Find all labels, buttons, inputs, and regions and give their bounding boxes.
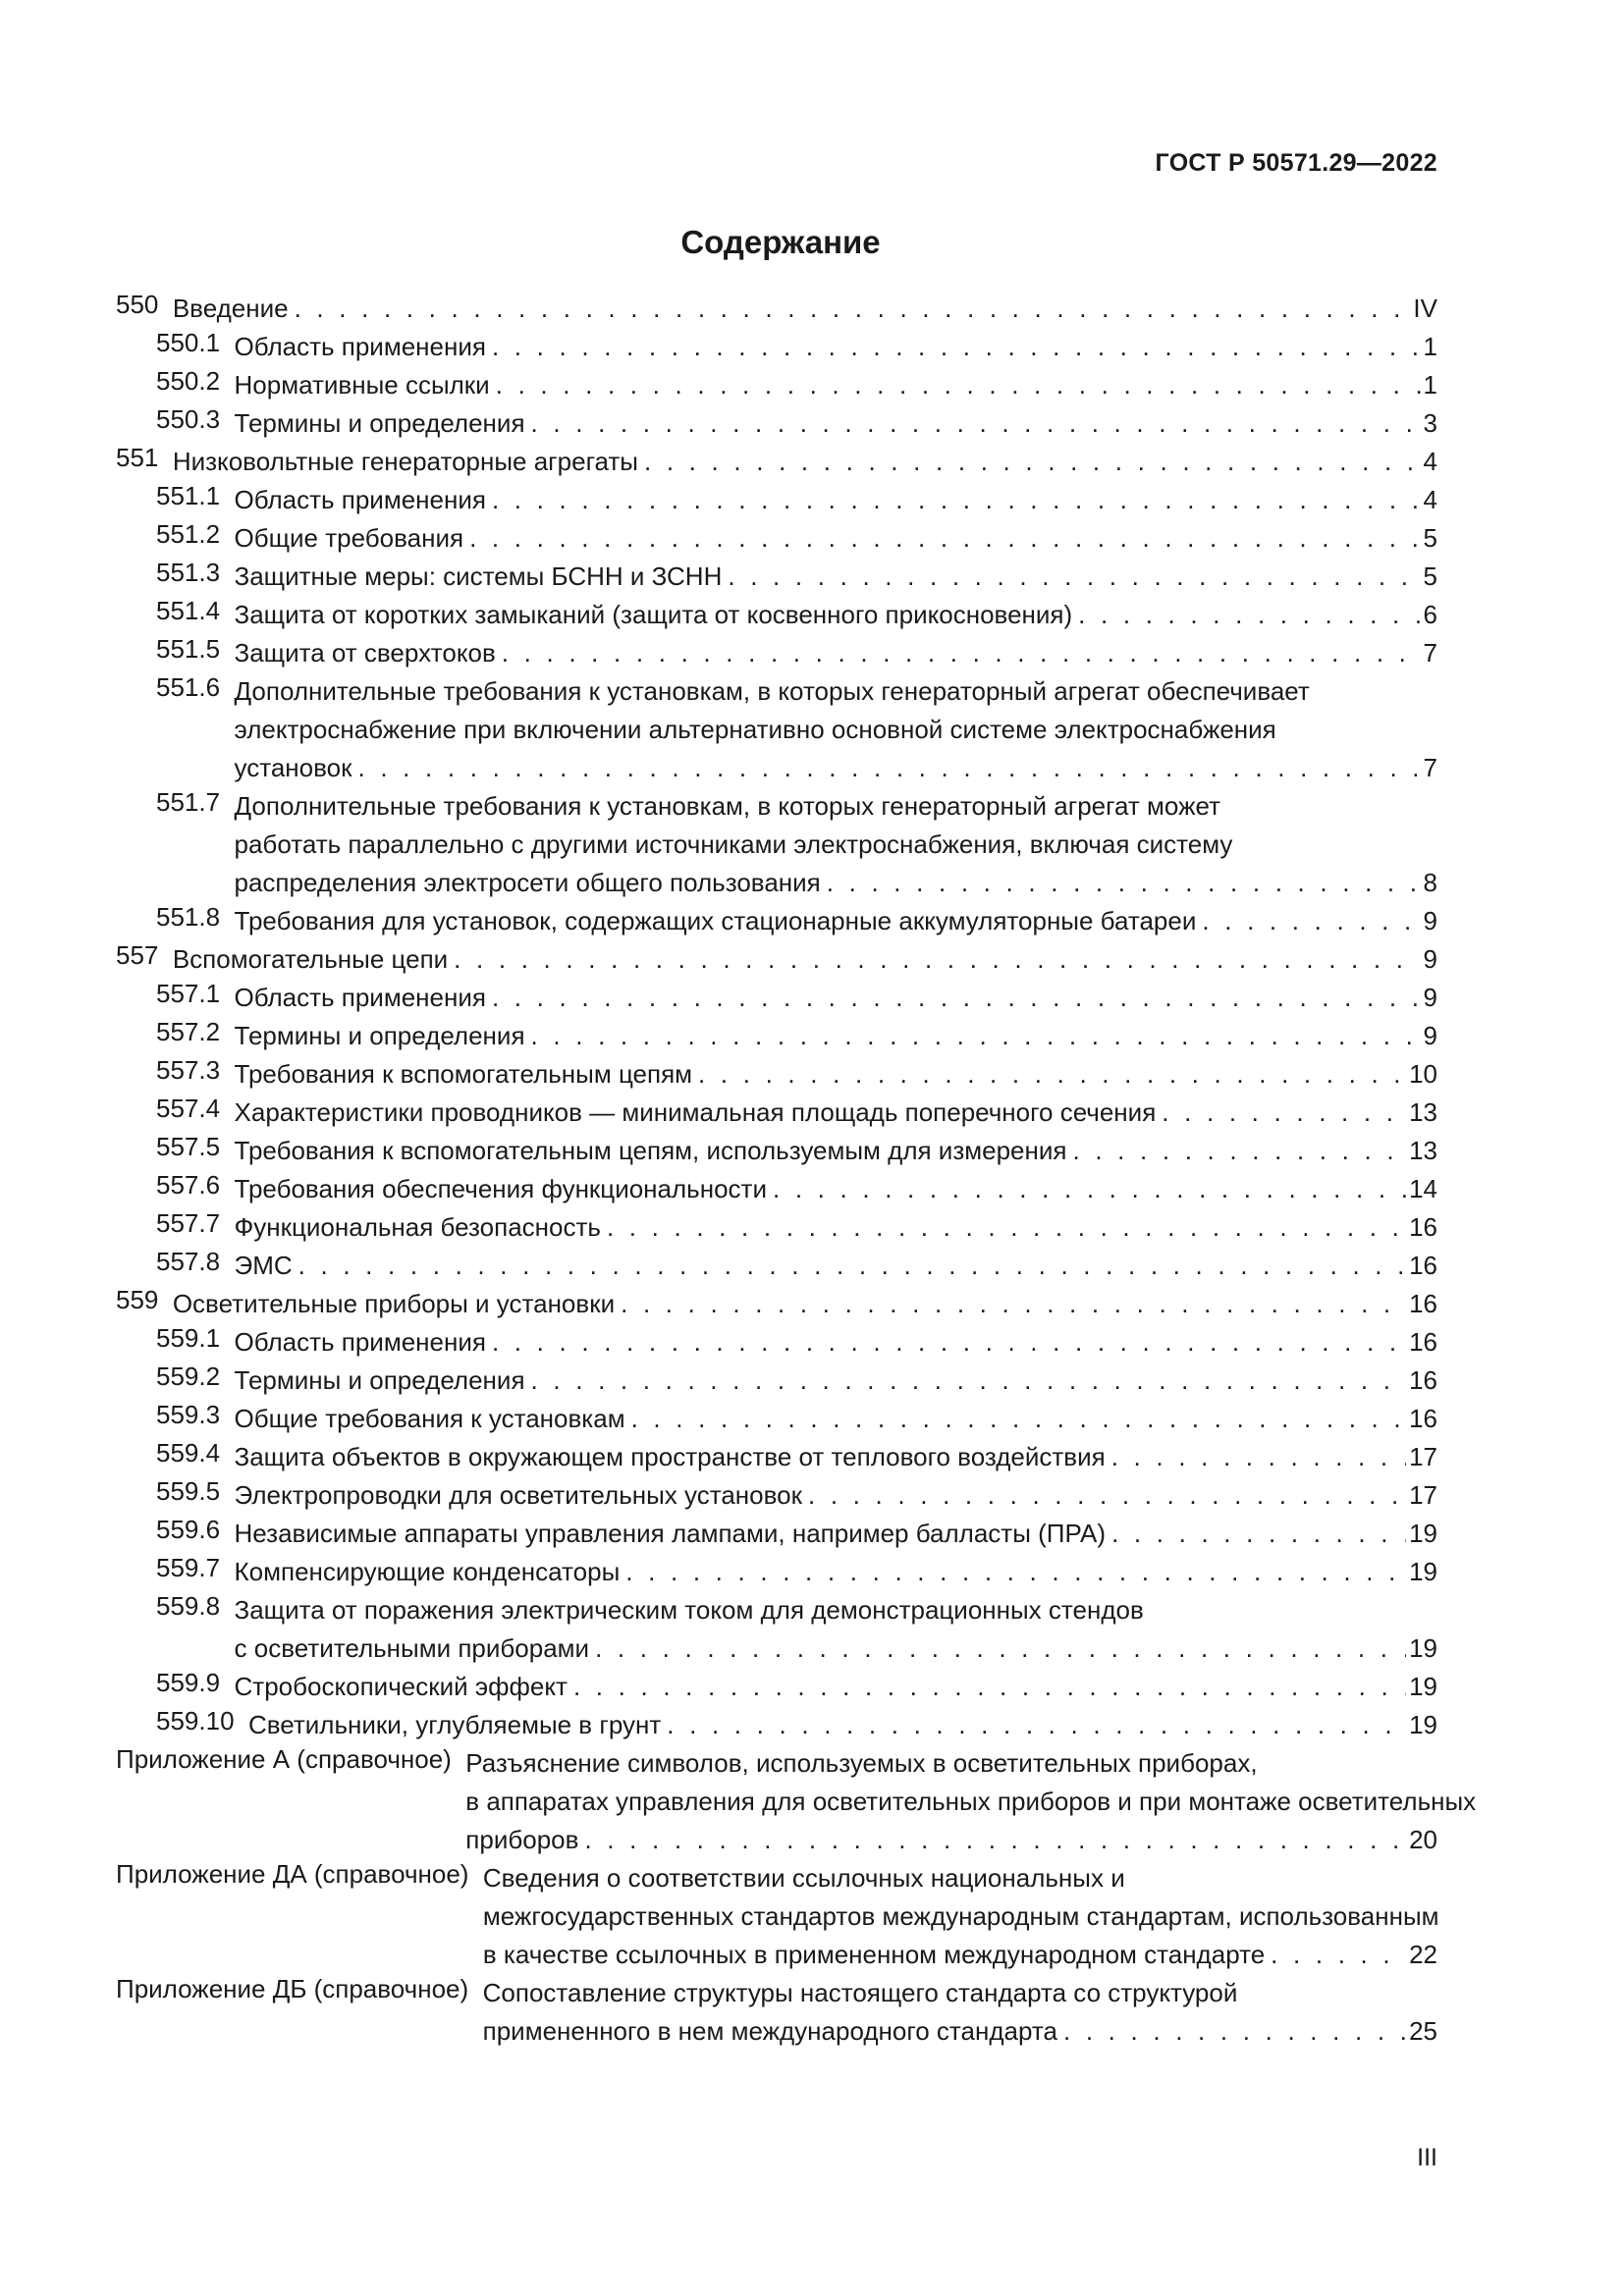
dot-leader — [1111, 1515, 1406, 1553]
dot-leader — [298, 1247, 1406, 1285]
toc-entry-title: в качестве ссылочных в примененном международном стандарте — [482, 1940, 1266, 1969]
toc-entry-number: 551.6 — [156, 672, 235, 702]
toc-entry-title: Область применения — [234, 332, 486, 361]
toc-entry-title: ЭМС — [234, 1251, 293, 1280]
toc-entry-title: электроснабжение при включении альтернативно основной системе электроснабжения — [234, 715, 1276, 744]
toc-entry[interactable] — [116, 1591, 1437, 1668]
dot-leader — [492, 979, 1421, 1017]
toc-entry-page: 19 — [1409, 1519, 1437, 1548]
toc-entry-title: примененного в нем международного стандарта — [482, 2016, 1057, 2046]
toc-entry-page: 17 — [1409, 1442, 1437, 1471]
dot-leader — [531, 1017, 1421, 1055]
dot-leader — [1202, 902, 1420, 940]
toc-entry[interactable] — [116, 672, 1437, 787]
table-of-contents — [116, 290, 1477, 2051]
dot-leader — [667, 1706, 1406, 1744]
toc-entry-title: Стробоскопический эффект — [234, 1672, 568, 1701]
toc-entry-title: Требования к вспомогательным цепям, используемым для измерения — [234, 1136, 1067, 1165]
toc-entry-number: 559.2 — [156, 1362, 235, 1391]
dot-leader — [625, 1553, 1406, 1591]
toc-entry-number: 551.7 — [156, 787, 235, 817]
toc-entry-title: межгосударственных стандартов международным стандартам, использованным — [482, 1901, 1439, 1931]
toc-entry-page: 7 — [1423, 638, 1437, 667]
toc-entry[interactable] — [116, 1974, 1437, 2051]
toc-entry-title: Термины и определения — [234, 1365, 525, 1395]
toc-entry-title: Общие требования — [234, 523, 464, 553]
toc-entry[interactable] — [116, 1476, 1437, 1515]
toc-entry-page: 16 — [1409, 1289, 1437, 1318]
dot-leader — [1078, 596, 1420, 634]
toc-entry-number: 550.2 — [156, 366, 235, 396]
toc-entry-title: приборов — [465, 1825, 579, 1854]
toc-entry-title: установок — [234, 753, 352, 782]
toc-entry[interactable] — [116, 1859, 1437, 1974]
toc-entry-number: 559.8 — [156, 1591, 235, 1621]
dot-leader — [1271, 1936, 1406, 1974]
toc-entry[interactable] — [116, 1668, 1437, 1706]
toc-entry-page: 16 — [1409, 1365, 1437, 1395]
toc-entry[interactable] — [116, 1170, 1437, 1208]
toc-entry-title: Вспомогательные цепи — [172, 944, 449, 974]
dot-leader — [496, 366, 1421, 404]
toc-entry[interactable] — [116, 1247, 1437, 1285]
toc-entry[interactable] — [116, 596, 1437, 634]
toc-entry-number: 551.1 — [156, 481, 235, 510]
toc-entry-number: 557 — [116, 940, 173, 970]
toc-entry-number: Приложение ДА (справочное) — [116, 1859, 483, 1889]
toc-entry-title: Защита от поражения электрическим током для демонстрационных стендов — [234, 1595, 1144, 1625]
toc-entry-page: 9 — [1423, 944, 1437, 974]
toc-entry-number: 559.5 — [156, 1476, 235, 1506]
toc-entry-number: Приложение А (справочное) — [116, 1744, 466, 1774]
toc-entry-page: 16 — [1409, 1212, 1437, 1242]
toc-entry-number: 550.3 — [156, 404, 235, 434]
toc-entry-page: 19 — [1409, 1633, 1437, 1663]
toc-entry[interactable] — [116, 404, 1437, 443]
toc-entry-title: Функциональная безопасность — [234, 1212, 601, 1242]
toc-entry[interactable] — [116, 1208, 1437, 1247]
toc-entry-title: Низковольтные генераторные агрегаты — [172, 447, 638, 476]
toc-entry-title: Требования обеспечения функциональности — [234, 1174, 767, 1203]
dot-leader — [584, 1821, 1406, 1859]
toc-entry[interactable] — [116, 1132, 1437, 1170]
toc-entry-title: работать параллельно с другими источниками электроснабжения, включая систему — [234, 829, 1233, 859]
toc-entry-number: 557.4 — [156, 1094, 235, 1123]
toc-entry-number: 550.1 — [156, 328, 235, 357]
toc-entry[interactable] — [116, 979, 1437, 1017]
toc-entry-page: 16 — [1409, 1404, 1437, 1433]
toc-entry-number: 559.1 — [156, 1323, 235, 1353]
dot-leader — [728, 558, 1420, 596]
toc-entry-page: 1 — [1423, 332, 1437, 361]
toc-entry-page: 14 — [1409, 1174, 1437, 1203]
dot-leader — [1162, 1094, 1406, 1132]
toc-entry[interactable] — [116, 558, 1437, 596]
toc-entry-title: Термины и определения — [234, 1021, 525, 1050]
toc-entry-page: IV — [1413, 294, 1437, 323]
toc-entry-number: 559 — [116, 1285, 173, 1314]
dot-leader — [595, 1629, 1406, 1668]
dot-leader — [531, 404, 1421, 443]
toc-entry-number: 557.6 — [156, 1170, 235, 1200]
toc-entry-number: 551.5 — [156, 634, 235, 664]
toc-entry[interactable] — [116, 1515, 1437, 1553]
dot-leader — [621, 1285, 1406, 1323]
toc-entry[interactable] — [116, 481, 1437, 519]
toc-entry-title: Область применения — [234, 1327, 486, 1357]
toc-entry-title: Разъяснение символов, используемых в осветительных приборах, — [465, 1748, 1258, 1778]
toc-entry-page: 6 — [1423, 600, 1437, 629]
toc-entry-number: 557.5 — [156, 1132, 235, 1161]
toc-entry-title: Введение — [172, 294, 289, 323]
toc-entry-title: Общие требования к установкам — [234, 1404, 625, 1433]
toc-entry-page: 5 — [1423, 561, 1437, 591]
toc-entry-page: 20 — [1409, 1825, 1437, 1854]
toc-entry[interactable] — [116, 328, 1437, 366]
toc-entry-page: 19 — [1409, 1557, 1437, 1586]
toc-entry-page: 1 — [1423, 370, 1437, 400]
toc-entry-page: 7 — [1423, 753, 1437, 782]
toc-entry-page: 17 — [1409, 1480, 1437, 1510]
dot-leader — [357, 749, 1420, 787]
toc-entry-page: 5 — [1423, 523, 1437, 553]
toc-entry-page: 22 — [1409, 1940, 1437, 1969]
toc-entry-title: Термины и определения — [234, 408, 525, 438]
toc-entry[interactable] — [116, 1362, 1437, 1400]
toc-entry[interactable] — [116, 1706, 1437, 1744]
toc-entry[interactable] — [116, 366, 1437, 404]
toc-entry-title: Требования для установок, содержащих стационарные аккумуляторные батареи — [234, 906, 1197, 935]
dot-leader — [644, 443, 1421, 481]
toc-entry-page: 4 — [1423, 485, 1437, 514]
toc-entry-page: 4 — [1423, 447, 1437, 476]
toc-entry-title: в аппаратах управления для осветительных приборов и при монтаже осветительных — [465, 1787, 1477, 1816]
dot-leader — [1072, 1132, 1406, 1170]
toc-entry[interactable] — [116, 1438, 1437, 1476]
dot-leader — [1063, 2012, 1406, 2051]
toc-entry-page: 16 — [1409, 1251, 1437, 1280]
toc-entry[interactable] — [116, 1400, 1437, 1438]
toc-entry-page: 9 — [1423, 1021, 1437, 1050]
toc-entry-number: 551.2 — [156, 519, 235, 549]
toc-entry[interactable] — [116, 1094, 1437, 1132]
toc-entry-page: 8 — [1423, 868, 1437, 897]
toc-entry-number: 559.6 — [156, 1515, 235, 1544]
toc-entry-page: 10 — [1409, 1059, 1437, 1089]
toc-entry[interactable] — [116, 1323, 1437, 1362]
toc-entry-title: Защита объектов в окружающем пространстве от теплового воздействия — [234, 1442, 1106, 1471]
dot-leader — [1111, 1438, 1406, 1476]
toc-entry-title: Нормативные ссылки — [234, 370, 490, 400]
toc-entry-title: Защитные меры: системы БСНН и ЗСНН — [234, 561, 723, 591]
toc-entry-title: Осветительные приборы и установки — [172, 1289, 616, 1318]
toc-entry-page: 13 — [1409, 1097, 1437, 1127]
toc-entry[interactable] — [116, 1285, 1437, 1323]
toc-entry-page: 3 — [1423, 408, 1437, 438]
dot-leader — [492, 328, 1421, 366]
toc-entry-number: 557.2 — [156, 1017, 235, 1046]
toc-title: Содержание — [680, 224, 881, 260]
dot-leader — [631, 1400, 1407, 1438]
toc-entry[interactable] — [116, 634, 1437, 672]
toc-entry-title: с осветительными приборами — [234, 1633, 590, 1663]
toc-entry-page: 16 — [1409, 1327, 1437, 1357]
dot-leader — [607, 1208, 1406, 1247]
toc-entry-number: 559.3 — [156, 1400, 235, 1429]
toc-entry-number: 557.3 — [156, 1055, 235, 1085]
toc-entry-title: Дополнительные требования к установкам, в которых генераторный агрегат обеспечивает — [234, 676, 1310, 706]
toc-entry-title: Независимые аппараты управления лампами, например балласты (ПРА) — [234, 1519, 1107, 1548]
toc-entry-number: 557.1 — [156, 979, 235, 1008]
toc-entry-number: 557.8 — [156, 1247, 235, 1276]
toc-entry-number: 559.9 — [156, 1668, 235, 1697]
toc-entry-number: 557.7 — [156, 1208, 235, 1238]
toc-entry-title: Область применения — [234, 983, 486, 1012]
toc-entry-title: распределения электросети общего пользования — [234, 868, 821, 897]
dot-leader — [698, 1055, 1406, 1094]
toc-entry-number: Приложение ДБ (справочное) — [116, 1974, 483, 2003]
dot-leader — [295, 290, 1411, 328]
toc-entry-number: 550 — [116, 290, 173, 319]
dot-leader — [454, 940, 1420, 979]
dot-leader — [808, 1476, 1406, 1515]
toc-entry-page: 9 — [1423, 983, 1437, 1012]
toc-entry-title: Защита от коротких замыканий (защита от косвенного прикосновения) — [234, 600, 1073, 629]
toc-entry-title: Область применения — [234, 485, 486, 514]
dot-leader — [492, 1323, 1406, 1362]
toc-entry-title: Светильники, углубляемые в грунт — [247, 1710, 662, 1739]
toc-entry-page: 19 — [1409, 1672, 1437, 1701]
toc-entry-title: Компенсирующие конденсаторы — [234, 1557, 621, 1586]
toc-entry-number: 551.8 — [156, 902, 235, 932]
toc-entry[interactable] — [116, 940, 1437, 979]
toc-entry-number: 559.10 — [156, 1706, 248, 1735]
toc-entry-title: Характеристики проводников — минимальная площадь поперечного сечения — [234, 1097, 1157, 1127]
toc-entry-number: 559.7 — [156, 1553, 235, 1582]
toc-entry-number: 551.4 — [156, 596, 235, 625]
dot-leader — [573, 1668, 1406, 1706]
toc-entry[interactable] — [116, 1553, 1437, 1591]
toc-entry-page: 13 — [1409, 1136, 1437, 1165]
toc-entry-title: Защита от сверхтоков — [234, 638, 496, 667]
toc-entry[interactable] — [116, 1055, 1437, 1094]
toc-entry[interactable] — [116, 1744, 1477, 1859]
toc-entry[interactable] — [116, 290, 1437, 328]
toc-entry-number: 559.4 — [156, 1438, 235, 1468]
page-number: III — [1417, 2144, 1437, 2171]
toc-entry-title: Сведения о соответствии ссылочных национальных и — [482, 1863, 1125, 1893]
toc-entry-number: 551 — [116, 443, 173, 472]
document-code: ГОСТ Р 50571.29—2022 — [1155, 149, 1437, 177]
toc-entry-title: Дополнительные требования к установкам, в которых генераторный агрегат может — [234, 791, 1220, 821]
dot-leader — [502, 634, 1421, 672]
toc-entry-title: Сопоставление структуры настоящего стандарта со структурой — [482, 1978, 1238, 2007]
toc-entry-page: 25 — [1409, 2016, 1437, 2046]
toc-entry[interactable] — [116, 902, 1437, 940]
toc-entry[interactable] — [116, 1017, 1437, 1055]
dot-leader — [469, 519, 1420, 558]
toc-entry-number: 551.3 — [156, 558, 235, 587]
toc-entry[interactable] — [116, 519, 1437, 558]
dot-leader — [531, 1362, 1407, 1400]
dot-leader — [827, 864, 1421, 902]
toc-entry-title: Электропроводки для осветительных установок — [234, 1480, 802, 1510]
dot-leader — [492, 481, 1421, 519]
toc-entry[interactable] — [116, 787, 1437, 902]
toc-entry-page: 9 — [1423, 906, 1437, 935]
toc-entry[interactable] — [116, 443, 1437, 481]
toc-entry-page: 19 — [1409, 1710, 1437, 1739]
dot-leader — [773, 1170, 1406, 1208]
toc-entry-title: Требования к вспомогательным цепям — [234, 1059, 693, 1089]
